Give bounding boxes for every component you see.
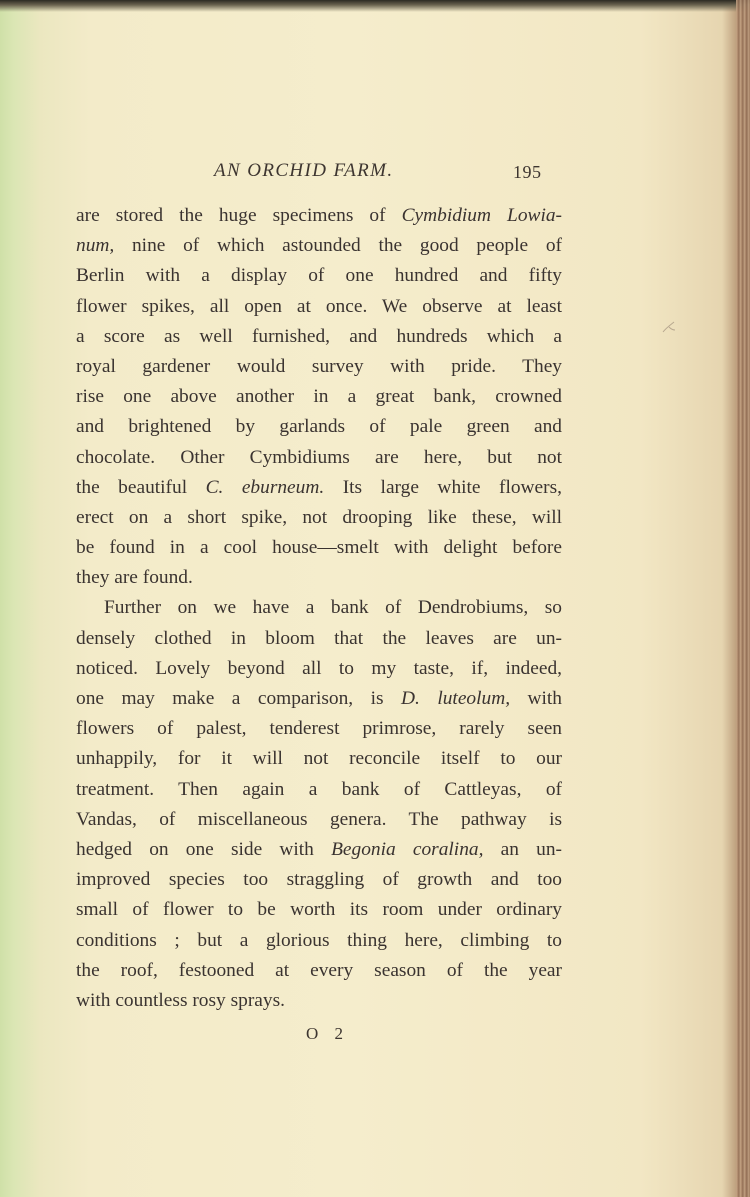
text-line bbox=[76, 624, 562, 654]
text-line bbox=[76, 292, 562, 322]
body-text bbox=[76, 201, 562, 1016]
text-run: erect on a short spike, not drooping like these, will bbox=[76, 506, 562, 528]
text-line bbox=[76, 443, 562, 473]
text-run: Its large white flowers, bbox=[324, 476, 562, 498]
text-line bbox=[76, 503, 562, 533]
page-number: 195 bbox=[513, 162, 542, 182]
text-run: Berlin with a display of one hundred and fifty bbox=[76, 265, 562, 287]
text-line bbox=[76, 352, 562, 382]
text-run: with countless rosy sprays. bbox=[76, 989, 285, 1011]
text-line bbox=[76, 835, 562, 865]
text-line bbox=[76, 563, 562, 593]
italic-run: D. luteolum, bbox=[401, 688, 511, 709]
text-run: conditions ; but a glorious thing here, climbing to bbox=[76, 929, 562, 951]
text-run: the beautiful bbox=[76, 476, 206, 498]
text-run: improved species too straggling of growth and too bbox=[76, 869, 562, 891]
text-run: small of flower to be worth its room under ordinary bbox=[76, 899, 562, 921]
text-line bbox=[76, 473, 562, 503]
text-run: unhappily, for it will not reconcile itself to our bbox=[76, 748, 562, 770]
text-run: hedged on one side with bbox=[76, 838, 332, 860]
text-line bbox=[76, 775, 562, 805]
text-line bbox=[76, 805, 562, 835]
text-line bbox=[76, 533, 562, 563]
running-title: AN ORCHID FARM. bbox=[214, 160, 394, 181]
text-run: with bbox=[510, 688, 563, 709]
text-line bbox=[76, 322, 562, 352]
text-line bbox=[76, 261, 562, 291]
text-line bbox=[76, 593, 562, 623]
text-run: the roof, festooned at every season of the year bbox=[76, 959, 562, 981]
text-run: an un- bbox=[483, 838, 562, 860]
text-run: chocolate. Other Cymbidiums are here, but not bbox=[76, 446, 562, 468]
text-line bbox=[76, 684, 562, 714]
text-line bbox=[76, 744, 562, 774]
text-run: noticed. Lovely beyond all to my taste, if, indeed, bbox=[76, 657, 562, 679]
text-line bbox=[76, 926, 562, 956]
text-line bbox=[76, 412, 562, 442]
text-run: are stored the huge specimens of bbox=[76, 205, 402, 226]
text-line bbox=[76, 895, 562, 925]
text-run: and brightened by garlands of pale green and bbox=[76, 416, 562, 438]
page-top-edge bbox=[0, 0, 750, 12]
text-run: Vandas, of miscellaneous genera. The pathway is bbox=[76, 808, 562, 830]
text-run: royal gardener would survey with pride. They bbox=[76, 355, 562, 377]
signature-mark: O 2 bbox=[306, 1024, 350, 1043]
text-line bbox=[76, 956, 562, 986]
text-run: they are found. bbox=[76, 567, 193, 589]
text-line bbox=[76, 986, 562, 1016]
italic-run: num, bbox=[76, 235, 115, 257]
text-run: be found in a cool house—smelt with delight before bbox=[76, 537, 562, 559]
text-line bbox=[76, 382, 562, 412]
text-run: densely clothed in bloom that the leaves are un- bbox=[76, 627, 562, 649]
italic-run: C. eburneum. bbox=[205, 476, 325, 498]
text-run: a score as well furnished, and hundreds which a bbox=[76, 325, 562, 347]
text-run: treatment. Then again a bank of Cattleyas, of bbox=[76, 778, 562, 800]
text-run: flowers of palest, tenderest primrose, rarely seen bbox=[76, 718, 562, 740]
pencil-mark-icon bbox=[660, 318, 678, 336]
text-line bbox=[76, 201, 562, 231]
text-run: rise one above another in a great bank, crowned bbox=[76, 386, 562, 408]
text-run: one may make a comparison, is bbox=[76, 688, 402, 709]
italic-run: Cymbidium Lowia- bbox=[401, 205, 562, 226]
italic-run: Begonia coralina, bbox=[331, 838, 484, 860]
text-run: Further on we have a bank of Dendrobiums, so bbox=[104, 597, 562, 619]
text-line bbox=[76, 231, 562, 261]
text-run: flower spikes, all open at once. We observe at least bbox=[76, 295, 562, 317]
text-line bbox=[76, 714, 562, 744]
text-line bbox=[76, 654, 562, 684]
text-line bbox=[76, 865, 562, 895]
page-fore-edge bbox=[736, 0, 750, 1197]
text-run: nine of which astounded the good people of bbox=[114, 235, 562, 257]
